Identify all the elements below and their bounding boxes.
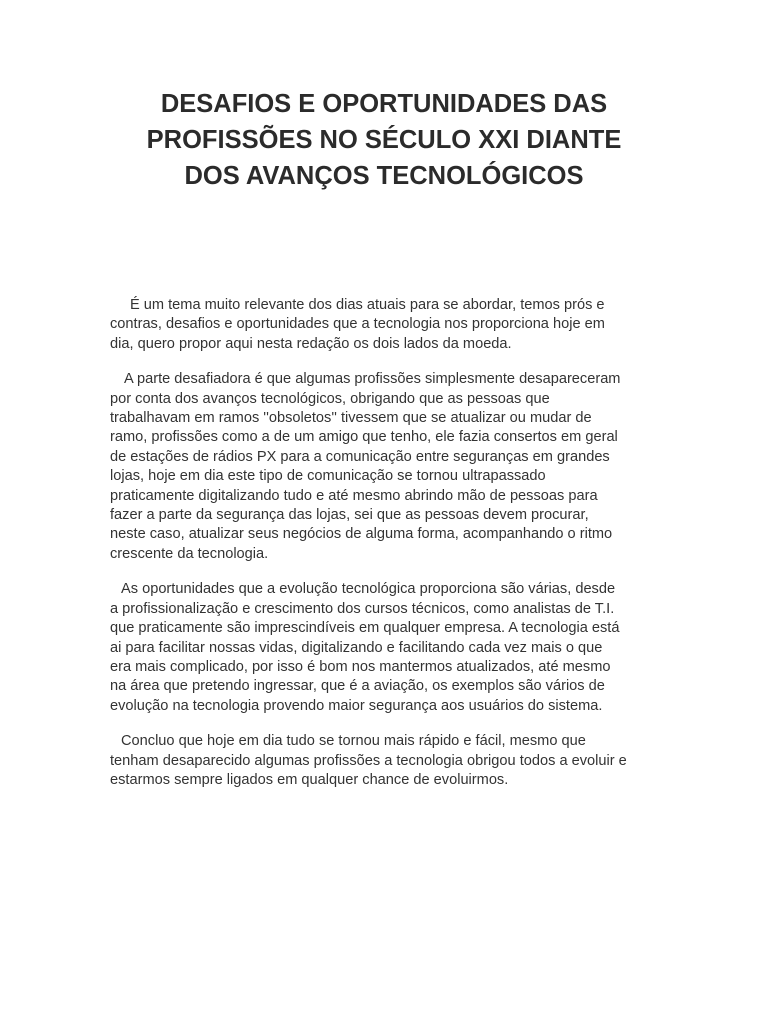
paragraph-line: Concluo que hoje em dia tudo se tornou mais rápido e fácil, mesmo que: [121, 733, 586, 750]
paragraph-line: dia, quero propor aqui nesta redação os dois lados da moeda.: [110, 335, 512, 352]
title-line: PROFISSÕES NO SÉCULO XXI DIANTE: [146, 126, 622, 154]
paragraph-line: contras, desafios e oportunidades que a tecnologia nos proporciona hoje em: [110, 316, 605, 333]
paragraph-line: de estações de rádios PX para a comunicação entre seguranças em grandes: [110, 448, 610, 465]
paragraph-line: que praticamente são imprescindíveis em qualquer empresa. A tecnologia está: [110, 620, 620, 637]
document-title: [90, 86, 678, 194]
paragraph-introduction: [110, 296, 662, 354]
paragraph-line: na área que pretendo ingressar, que é a aviação, os exemplos são vários de: [110, 678, 605, 695]
paragraph-line: evolução na tecnologia provendo maior segurança aos usuários do sistema.: [110, 697, 603, 714]
title-line: DESAFIOS E OPORTUNIDADES DAS: [160, 90, 608, 118]
paragraph-line: crescente da tecnologia.: [110, 545, 269, 562]
paragraph-conclusion: [110, 732, 662, 790]
paragraph-challenges: [110, 370, 662, 564]
paragraph-line: ai para facilitar nossas vidas, digitalizando e facilitando cada vez mais o que: [110, 639, 603, 656]
paragraph-line: tenham desaparecido algumas profissões a tecnologia obrigou todos a evoluir e: [110, 752, 627, 769]
paragraph-line: lojas, hoje em dia este tipo de comunicação se tornou ultrapassado: [110, 468, 546, 485]
paragraph-line: a profissionalização e crescimento dos cursos técnicos, como analistas de T.I.: [110, 600, 615, 617]
paragraph-line: neste caso, atualizar seus negócios de alguma forma, acompanhando o ritmo: [110, 526, 613, 543]
paragraph-line: É um tema muito relevante dos dias atuais para se abordar, temos prós e: [130, 297, 605, 313]
title-line: DOS AVANÇOS TECNOLÓGICOS: [184, 162, 584, 190]
paragraph-line: As oportunidades que a evolução tecnológica proporciona são várias, desde: [121, 581, 616, 598]
paragraph-line: era mais complicado, por isso é bom nos mantermos atualizados, até mesmo: [110, 658, 611, 675]
paragraph-opportunities: [110, 580, 662, 716]
paragraph-line: trabalhavam em ramos ''obsoletos'' tivessem que se atualizar ou mudar de: [110, 410, 592, 427]
paragraph-line: por conta dos avanços tecnológicos, obrigando que as pessoas que: [110, 390, 550, 407]
paragraph-line: estarmos sempre ligados em qualquer chance de evoluirmos.: [110, 771, 509, 788]
document-body: [110, 296, 662, 806]
paragraph-line: A parte desafiadora é que algumas profissões simplesmente desapareceram: [124, 371, 621, 388]
paragraph-line: praticamente digitalizando tudo e até mesmo abrindo mão de pessoas para: [110, 487, 598, 504]
paragraph-line: ramo, profissões como a de um amigo que tenho, ele fazia consertos em geral: [110, 429, 618, 446]
paragraph-line: fazer a parte da segurança das lojas, sei que as pessoas devem procurar,: [110, 507, 589, 524]
